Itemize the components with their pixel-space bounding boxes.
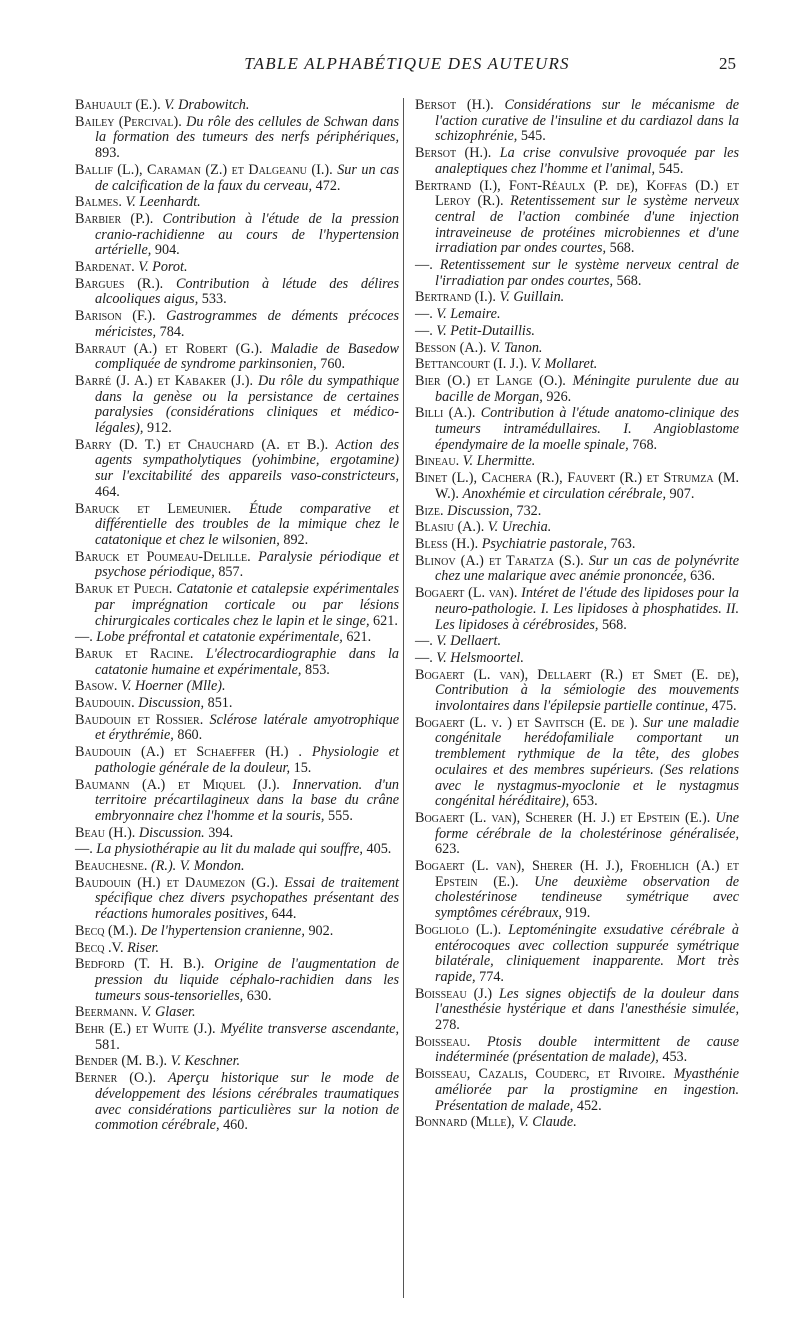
entry-page-ref: 853. [305, 661, 330, 678]
entry-authors: Bize. [415, 502, 444, 519]
entry-page-ref: 568. [609, 240, 635, 257]
entry-title: Psychiatrie pastorale, [481, 535, 607, 552]
entry-page-ref: 630. [246, 987, 272, 1004]
entry-page-ref: 278. [435, 1017, 460, 1034]
entry-title: V. Drabowitch. [164, 97, 250, 113]
entry-page-ref: 644. [271, 906, 297, 923]
index-entry [415, 98, 739, 145]
entry-authors: Beauchesne. [75, 858, 148, 875]
entry-page-ref: 919. [565, 905, 591, 922]
entry-authors: Bersot (H.). [415, 97, 494, 113]
entry-authors: Barry (D. T.) et Chauchard (A. et B.). [75, 436, 329, 453]
entry-page-ref: 472. [315, 177, 341, 194]
entry-title: Ptosis double intermittent de cause indéterminée (présentation de malade), [435, 1033, 739, 1066]
index-entry [415, 1067, 739, 1114]
entry-authors: Bardenat. [75, 259, 135, 276]
entry-page-ref: 912. [147, 420, 172, 437]
entry-page-ref: 621. [346, 629, 372, 646]
entry-authors: Blinov (A.) et Taratza (S.). [415, 552, 584, 569]
index-entry [75, 1022, 399, 1053]
entry-page-ref: 555. [328, 807, 353, 824]
entry-title: Étude comparative et différentielle des troubles de la mimique chez le catatonique et chez le wilsonien, [95, 500, 400, 548]
index-entry [75, 582, 399, 629]
entry-title: Retentissement sur le système nerveux central de l'action combinée d'une injection intraveineuse de protéines microbiennes et d'une irradiation par ondes courtes, [435, 193, 739, 257]
entry-title: Les signes objectifs de la douleur dans l'anesthésie hystérique et dans l'anesthésie simulée, [435, 985, 739, 1018]
entry-page-ref: 760. [320, 356, 346, 373]
entry-page-ref: 621. [373, 612, 398, 629]
entry-page-ref: 568. [601, 616, 627, 633]
index-entry [75, 115, 399, 162]
index-entry [415, 651, 739, 667]
index-entry [75, 941, 399, 957]
index-entry [75, 713, 399, 744]
index-entry [75, 98, 399, 114]
index-entry [415, 1115, 739, 1131]
entry-title: Du rôle des cellules de Schwan dans la formation des tumeurs des nerfs périphériques, [95, 113, 400, 146]
entry-authors: Bineau. [415, 453, 460, 470]
index-entry [415, 537, 739, 553]
entry-authors: Bogaert (L. van), Sherer (H. J.), Froehlich (A.) et Epstein (E.). [415, 858, 739, 890]
entry-title: L'électrocardiographie dans la catatonie humaine et expérimentale, [95, 645, 400, 678]
entry-page-ref: 732. [516, 502, 542, 519]
index-entry [75, 163, 399, 194]
entry-title: V. Guillain. [499, 289, 565, 306]
index-entry [75, 1071, 399, 1134]
entry-title: Physiologie et pathologie générale de la douleur, [95, 744, 399, 776]
index-entry [415, 406, 739, 453]
entry-authors: —. [415, 306, 433, 323]
entry-page-ref: 774. [479, 968, 504, 985]
entry-title: Maladie de Basedow compliquée de syndrome parkinsonien, [95, 340, 400, 373]
entry-authors: Bertrand (I.), Font-Réaulx (P. de), Koffas (D.) et Leroy (R.). [415, 177, 739, 210]
entry-authors: Boisseau. [415, 1033, 471, 1050]
entry-title: Myélite transverse ascendante, [220, 1021, 400, 1038]
index-entry [75, 876, 399, 923]
entry-authors: —. [415, 322, 433, 339]
entry-title: Aperçu historique sur le mode de développement des lésions cérébrales traumatiques avec considérations particulières sur la notion de commotion cérébrale, [95, 1070, 400, 1134]
entry-authors: Binet (L.), Cachera (R.), Fauvert (R.) et Strumza (M. W.). [415, 470, 739, 502]
entry-title: Discussion, [447, 502, 513, 519]
index-entry [415, 668, 739, 715]
entry-title: Intéret de l'étude des lipidoses pour la neuro-pathologie. I. Les lipidoses à phosphatides. II. Les lipidoses à cérébrosides, [435, 585, 740, 633]
entry-title: Discussion. [138, 824, 205, 841]
entry-authors: Bedford (T. H. B.). [75, 956, 205, 973]
entry-authors: Bahuault (E.). [75, 97, 161, 113]
entry-page-ref: 902. [308, 922, 334, 939]
entry-title: Une deuxième observation de cholestérinose tendineuse symétrique avec symptômes cérébraux, [435, 873, 739, 922]
entry-authors: —. [415, 257, 433, 274]
index-entry [75, 374, 399, 437]
index-entry [415, 179, 739, 258]
index-entry [75, 924, 399, 940]
entry-authors: Baudouin (H.) et Daumezon (G.). [75, 874, 279, 891]
entry-authors: Beau (H.). [75, 824, 136, 841]
index-entry [75, 647, 399, 678]
entry-title: Considérations sur le mécanisme de l'action curative de l'insuline et du cardiazol dans la schizophrénie, [435, 97, 740, 145]
entry-title: Une forme cérébrale de la cholestérinose généralisée, [435, 809, 740, 842]
entry-title: Sclérose latérale amyotrophique et érythrémie, [95, 711, 399, 744]
entry-authors: Billi (A.). [415, 405, 476, 422]
index-entry [75, 309, 399, 340]
entry-authors: —. [75, 841, 93, 858]
entry-page-ref: 475. [711, 698, 737, 715]
index-entry [415, 923, 739, 986]
index-entry [415, 307, 739, 323]
index-entry [75, 842, 399, 858]
index-entry [415, 504, 739, 520]
entry-page-ref: 784. [159, 323, 185, 340]
entry-page-ref: 581. [95, 1036, 120, 1053]
index-entry [75, 195, 399, 211]
entry-authors: Baruck et Poumeau-Delille. [75, 548, 251, 565]
entry-authors: Behr (E.) et Wuite (J.). [75, 1021, 216, 1038]
index-entry [75, 438, 399, 501]
entry-authors: Barbier (P.). [75, 210, 154, 227]
entry-authors: Bettancourt (I. J.). [415, 356, 528, 373]
index-entry [415, 324, 739, 340]
index-entry [75, 212, 399, 259]
index-entry [75, 342, 399, 373]
entry-page-ref: 636. [690, 568, 715, 585]
entry-title: Catatonie et catalepsie expérimentales par imprégnation corticale ou par lésions chirurgicales corticales chez le lapin et le singe, [95, 581, 399, 629]
index-entry [415, 520, 739, 536]
index-entry [415, 716, 739, 810]
entry-authors: Boisseau (J.) [415, 985, 493, 1002]
entry-title: Myasthénie améliorée par la prostigmine en ingestion. Présentation de malade, [435, 1066, 739, 1114]
index-entry [75, 550, 399, 581]
entry-page-ref: 533. [201, 291, 227, 308]
index-entry [75, 260, 399, 276]
entry-title: Contribution à la sémiologie des mouvements involontaires dans l'épilepsie partielle continue, [435, 682, 739, 715]
entry-page-ref: 893. [95, 145, 120, 162]
entry-authors: Bogaert (L. van), Scherer (H. J.) et Epstein (E.). [415, 809, 711, 826]
entry-page-ref: 857. [218, 564, 244, 581]
entry-page-ref: 453. [662, 1049, 688, 1066]
entry-title: De l'hypertension cranienne, [140, 922, 305, 939]
entry-title: Discussion, [138, 695, 205, 712]
entry-title: Origine de l'augmentation de pression du liquide céphalo-rachidien dans les tumeurs sous-tensorielles, [95, 956, 399, 1004]
index-entry [415, 471, 739, 502]
entry-title: La physiothérapie au lit du malade qui souffre, [96, 841, 363, 858]
entry-title: V. Glaser. [141, 1004, 196, 1021]
entry-authors: Beermann. [75, 1004, 138, 1021]
index-entry [415, 258, 739, 289]
entry-title: Lobe préfrontal et catatonie expérimentale, [96, 629, 343, 646]
entry-authors: Ballif (L.), Caraman (Z.) et Dalgeanu (I.). [75, 161, 333, 178]
entry-page-ref: 623. [435, 841, 460, 858]
index-entry [75, 1054, 399, 1070]
entry-page-ref: 464. [95, 483, 120, 500]
entry-authors: Baruk et Puech. [75, 581, 173, 598]
entry-authors: Bertrand (I.). [415, 289, 496, 306]
entry-authors: Baudouin et Rossier. [75, 711, 204, 728]
entry-title: Contribution à l'étude de la pression cranio-rachidienne au cours de l'hypertension artérielle, [95, 210, 399, 259]
entry-title: La crise convulsive provoquée par les analeptiques chez l'homme et l'animal, [435, 145, 740, 177]
entry-title: V. Dellaert. [436, 633, 502, 650]
entry-page-ref: 768. [632, 436, 658, 453]
entry-authors: Baruck et Lemeunier. [75, 500, 232, 517]
index-entry [415, 859, 739, 922]
entry-title: V. Claude. [518, 1114, 577, 1131]
entry-page-ref: 394. [208, 824, 234, 841]
entry-authors: Boisseau, Cazalis, Couderc, et Rivoire. [415, 1066, 666, 1083]
entry-authors: Bailey (Percival). [75, 113, 182, 130]
entry-page-ref: 460. [223, 1117, 248, 1134]
index-entry [75, 745, 399, 776]
entry-title: Sur une maladie congénitale herédofamiliale comportant un tremblement rythmique de la tête, des globes oculaires et des membres supérieurs. (Ses relations avec le nystagmus-myoclonie et le nystagmus congénital héréditaire), [435, 714, 740, 810]
entry-authors: Baudouin (A.) et Schaeffer (H.) . [75, 744, 302, 761]
entry-title: V. Hoerner (Mlle). [121, 678, 226, 695]
index-entry [75, 277, 399, 308]
entry-title: Riser. [127, 939, 159, 956]
entry-authors: Bogliolo (L.). [415, 921, 502, 938]
entry-title: Du rôle du sympathique dans la genèse ou la persistance de certaines paralysies (considérations cliniques et médico-légales), [95, 372, 399, 437]
index-entry [415, 454, 739, 470]
entry-title: Sur un cas de polynévrite chez une malarique avec anémie prononcée, [435, 552, 740, 585]
right-column [415, 98, 739, 1132]
running-head [78, 54, 736, 78]
entry-title: Retentissement sur le système nerveux central de l'irradiation par ondes courtes, [435, 257, 739, 289]
entry-authors: Baruk et Racine. [75, 645, 194, 662]
index-entry [75, 1005, 399, 1021]
entry-authors: Berner (O.). [75, 1070, 157, 1087]
entry-authors: Becq .V. [75, 939, 124, 956]
entry-authors: Blasiu (A.). [415, 519, 485, 536]
index-entry [75, 826, 399, 842]
entry-title: Anoxhémie et circulation cérébrale, [462, 485, 666, 502]
entry-authors: Barré (J. A.) et Kabaker (J.). [75, 372, 254, 389]
index-entry [415, 341, 739, 357]
index-entry [415, 634, 739, 650]
entry-authors: Bogaert (L. v. ) et Savitsch (E. de ). [415, 714, 638, 731]
entry-title: Innervation. d'un territoire précartilagineux dans la base du crâne embryonnaire chez l'homme et la souris, [95, 776, 400, 824]
entry-page-ref: 851. [207, 695, 233, 712]
index-entry [415, 374, 739, 405]
entry-authors: —. [415, 649, 433, 666]
entry-title: V. Mollaret. [530, 356, 598, 373]
entry-title: Contribution à l'étude anatomo-clinique des tumeurs intramédullaires. I. Angioblastome épendymaire de la moelle spinale, [435, 405, 739, 453]
entry-authors: Becq (M.). [75, 922, 138, 939]
entry-page-ref: 545. [658, 160, 684, 177]
entry-title: V. Urechia. [487, 519, 552, 536]
entry-title: V. Petit-Dutaillis. [436, 322, 535, 339]
entry-authors: Bonnard (Mlle), [415, 1114, 515, 1131]
entry-authors: Bier (O.) et Lange (O.). [415, 372, 566, 389]
entry-title: Contribution à létude des délires alcooliques aigus, [95, 275, 399, 308]
entry-authors: Basow. [75, 678, 118, 695]
index-entry [415, 987, 739, 1034]
index-entry [75, 957, 399, 1004]
entry-authors: Besson (A.). [415, 339, 487, 356]
entry-title: Sur un cas de calcification de la faux du cerveau, [95, 161, 400, 194]
entry-authors: Bless (H.). [415, 535, 479, 552]
index-entry [75, 502, 399, 549]
entry-page-ref: 545. [520, 128, 546, 145]
entry-title: V. Tanon. [490, 339, 543, 356]
entry-page-ref: 860. [177, 727, 203, 744]
index-entry [415, 290, 739, 306]
entry-title: V. Lemaire. [436, 306, 501, 323]
index-entry [415, 554, 739, 585]
entry-title: Gastrogrammes de déments précoces méricistes, [95, 308, 399, 340]
index-entry [75, 778, 399, 825]
index-entry [415, 146, 739, 177]
entry-authors: Baumann (A.) et Miquel (J.). [75, 776, 280, 793]
entry-title: V. Leenhardt. [125, 194, 201, 211]
entry-page-ref: 568. [616, 272, 642, 289]
entry-authors: Baudouin. [75, 695, 135, 712]
entry-title: Paralysie périodique et psychose périodique, [95, 548, 399, 581]
entry-authors: Bender (M. B.). [75, 1053, 168, 1070]
entry-page-ref: 452. [576, 1097, 602, 1114]
index-entry [75, 696, 399, 712]
index-entry [75, 630, 399, 646]
entry-title: Essai de traitement spécifique chez divers psychopathes présentant des réactions humorales positives, [95, 874, 399, 923]
page-number: 25 [719, 54, 736, 73]
entry-title: V. Helsmoortel. [436, 649, 524, 666]
entry-authors: —. [75, 629, 93, 646]
index-entry [415, 811, 739, 858]
entry-authors: Bargues (R.). [75, 275, 164, 292]
index-entry [75, 859, 399, 875]
entry-page-ref: 15. [293, 759, 312, 776]
entry-title: (R.). V. Mondon. [151, 858, 245, 875]
index-entry [415, 357, 739, 373]
entry-page-ref: 405. [366, 841, 392, 858]
entry-authors: Bersot (H.). [415, 145, 492, 162]
index-entry [415, 586, 739, 633]
column-divider [403, 98, 404, 1298]
entry-page-ref: 653. [572, 793, 598, 810]
entry-page-ref: 763. [610, 535, 636, 552]
entry-page-ref: 892. [283, 531, 309, 548]
entry-page-ref: 926. [546, 388, 572, 405]
left-column [75, 98, 399, 1135]
index-entry [415, 1035, 739, 1066]
entry-title: Action des agents sympatholytiques (yohimbine, ergotamine) sur l'excitabilité des appareils vaso-constricteurs, [95, 436, 399, 485]
index-entry [75, 679, 399, 695]
entry-authors: —. [415, 633, 433, 650]
entry-authors: Bogaert (L. van). [415, 585, 518, 602]
page-title: TABLE ALPHABÉTIQUE DES AUTEURS [244, 54, 570, 73]
entry-page-ref: 904. [154, 242, 180, 259]
entry-authors: Barraut (A.) et Robert (G.). [75, 340, 263, 357]
entry-title: V. Keschner. [170, 1053, 241, 1070]
entry-title: Méningite purulente due au bacille de Morgan, [435, 372, 739, 405]
entry-title: V. Lhermitte. [462, 453, 536, 470]
entry-authors: Balmes. [75, 194, 122, 211]
entry-authors: Bogaert (L. van), Dellaert (R.) et Smet (E. de), [415, 666, 739, 683]
entry-title: Leptoméningite exsudative cérébrale à entérocoques avec collection suppurée symétrique bilatérale, cliniquement inapparente. Mort très rapide, [435, 921, 740, 985]
entry-title: V. Porot. [138, 259, 188, 276]
entry-page-ref: 907. [669, 485, 695, 502]
entry-authors: Barison (F.). [75, 308, 156, 325]
